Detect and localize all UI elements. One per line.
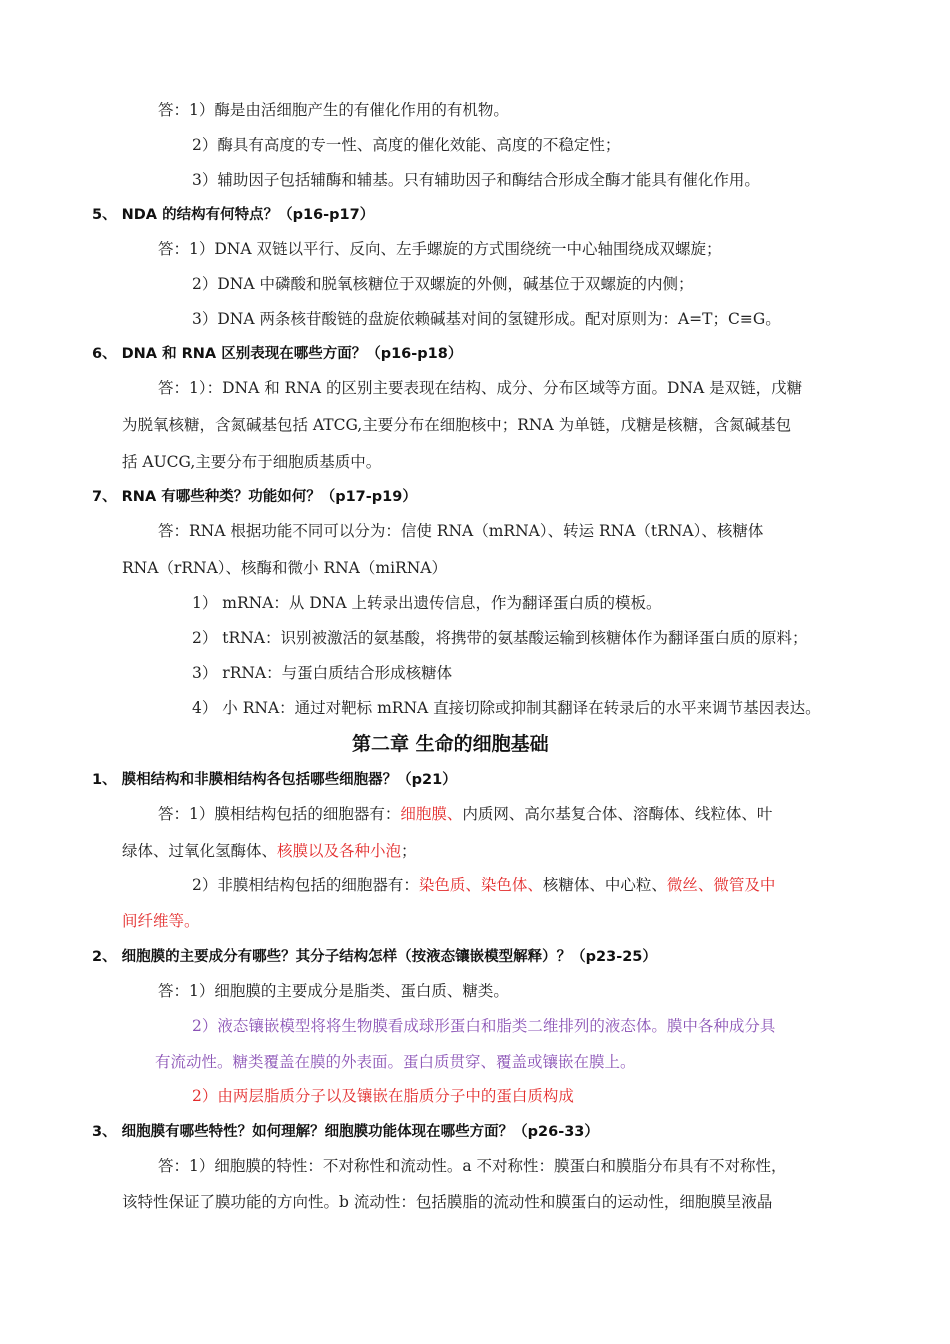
- text-run: 为脱氧核糖，含氮碱基包括 ATCG,主要分布在细胞核中；RNA 为单链，戊糖是核糖，含氮碱基包: [122, 416, 792, 434]
- line-29: [192, 1085, 574, 1107]
- text-run: 核糖体、中心粒、: [542, 876, 667, 894]
- line-1: [158, 99, 509, 121]
- text-run: 2）非膜相结构包括的细胞器有：: [192, 876, 419, 894]
- text-run: ；: [401, 842, 417, 860]
- line-14: [122, 557, 447, 579]
- text-run: 答：RNA 根据功能不同可以分为：信使 RNA（mRNA）、转运 RNA（tRNA）、核糖体: [158, 522, 764, 540]
- line-3: [192, 169, 760, 191]
- line-26: [158, 980, 509, 1002]
- text-run: 3、 细胞膜有哪些特性？如何理解？细胞膜功能体现在哪些方面？（p26-33）: [92, 1124, 599, 1140]
- text-run: 内质网、高尔基复合体、溶酶体、线粒体、叶: [462, 805, 773, 823]
- text-run: 7、 RNA 有哪些种类？功能如何？（p17-p19）: [92, 489, 417, 505]
- line-22: [122, 840, 417, 862]
- text-run: 绿体、过氧化氢酶体、: [122, 842, 278, 860]
- text-run: 2）DNA 中磷酸和脱氧核糖位于双螺旋的外侧，碱基位于双螺旋的内侧；: [192, 275, 694, 293]
- text-run: 染色质、染色体、: [418, 876, 543, 894]
- line-7: [192, 308, 781, 330]
- text-run: 该特性保证了膜功能的方向性。b 流动性：包括膜脂的流动性和膜蛋白的运动性，细胞膜呈液晶: [122, 1193, 773, 1211]
- question-7: [92, 486, 417, 508]
- line-15: [192, 592, 661, 614]
- question-5: [92, 204, 374, 226]
- text-run: 间纤维等。: [122, 912, 200, 930]
- line-23: [192, 874, 775, 896]
- line-9: [158, 377, 802, 399]
- text-run: 2、 细胞膜的主要成分有哪些？其分子结构怎样（按液态镶嵌模型解释）？（p23-25）: [92, 949, 657, 965]
- text-run: 答：1）：DNA 和 RNA 的区别主要表现在结构、成分、分布区域等方面。DNA 是双链，戊糖: [158, 379, 803, 397]
- text-run: 2）由两层脂质分子以及镶嵌在脂质分子中的蛋白质构成: [192, 1087, 574, 1105]
- text-run: 答：1）细胞膜的特性：不对称性和流动性。a 不对称性：膜蛋白和膜脂分布具有不对称性，: [158, 1157, 787, 1175]
- chapter2-question-3: [92, 1121, 599, 1143]
- text-run: 2）液态镶嵌模型将将生物膜看成球形蛋白和脂类二维排列的液态体。膜中各种成分具: [192, 1017, 776, 1035]
- line-32: [122, 1191, 772, 1213]
- text-run: 答：1）酶是由活细胞产生的有催化作用的有机物。: [158, 101, 509, 119]
- text-run: 2）酶具有高度的专一性、高度的催化效能、高度的不稳定性；: [192, 136, 621, 154]
- line-10: [122, 414, 791, 436]
- text-run: 6、 DNA 和 RNA 区别表现在哪些方面？（p16-p18）: [92, 346, 463, 362]
- text-run: RNA（rRNA）、核酶和微小 RNA（miRNA）: [122, 559, 447, 577]
- line-11: [122, 451, 381, 473]
- text-run: 核膜以及各种小泡: [277, 842, 402, 860]
- line-18: [192, 697, 821, 719]
- text-run: 1、 膜相结构和非膜相结构各包括哪些细胞器？（p21）: [92, 772, 457, 788]
- text-run: 5、 NDA 的结构有何特点？（p16-p17）: [92, 207, 375, 223]
- chapter-title: [352, 733, 549, 755]
- chapter2-question-1: [92, 769, 457, 791]
- line-24: [122, 910, 200, 932]
- text-run: 3）DNA 两条核苷酸链的盘旋依赖碱基对间的氢键形成。配对原则为：A=T；C≡G。: [192, 310, 781, 328]
- text-run: 4） 小 RNA：通过对靶标 mRNA 直接切除或抑制其翻译在转录后的水平来调节基因表达。: [192, 699, 821, 717]
- chapter2-question-2: [92, 946, 657, 968]
- question-6: [92, 343, 462, 365]
- text-run: 1） mRNA：从 DNA 上转录出遗传信息，作为翻译蛋白质的模板。: [192, 594, 662, 612]
- line-5: [158, 238, 721, 260]
- text-run: 细胞膜、: [400, 805, 463, 823]
- text-run: 答：1）膜相结构包括的细胞器有：: [158, 805, 401, 823]
- text-run: 括 AUCG,主要分布于细胞质基质中。: [122, 453, 382, 471]
- text-run: 答：1）DNA 双链以平行、反向、左手螺旋的方式围绕统一中心轴围绕成双螺旋；: [158, 240, 722, 258]
- line-28: [155, 1051, 636, 1073]
- line-16: [192, 627, 807, 649]
- line-27: [192, 1015, 775, 1037]
- line-6: [192, 273, 693, 295]
- text-run: 答：1）细胞膜的主要成分是脂类、蛋白质、糖类。: [158, 982, 509, 1000]
- text-run: 3）辅助因子包括辅酶和辅基。只有辅助因子和酶结合形成全酶才能具有催化作用。: [192, 171, 760, 189]
- text-run: 第二章 生命的细胞基础: [352, 733, 549, 755]
- text-run: 有流动性。糖类覆盖在膜的外表面。蛋白质贯穿、覆盖或镶嵌在膜上。: [155, 1053, 636, 1071]
- text-run: 2） tRNA：识别被激活的氨基酸，将携带的氨基酸运输到核糖体作为翻译蛋白质的原料；: [192, 629, 808, 647]
- line-21: [158, 803, 772, 825]
- line-31: [158, 1155, 787, 1177]
- line-13: [158, 520, 763, 542]
- line-2: [192, 134, 620, 156]
- line-17: [192, 662, 452, 684]
- text-run: 微丝、微管及中: [666, 876, 776, 894]
- text-run: 3） rRNA：与蛋白质结合形成核糖体: [192, 664, 453, 682]
